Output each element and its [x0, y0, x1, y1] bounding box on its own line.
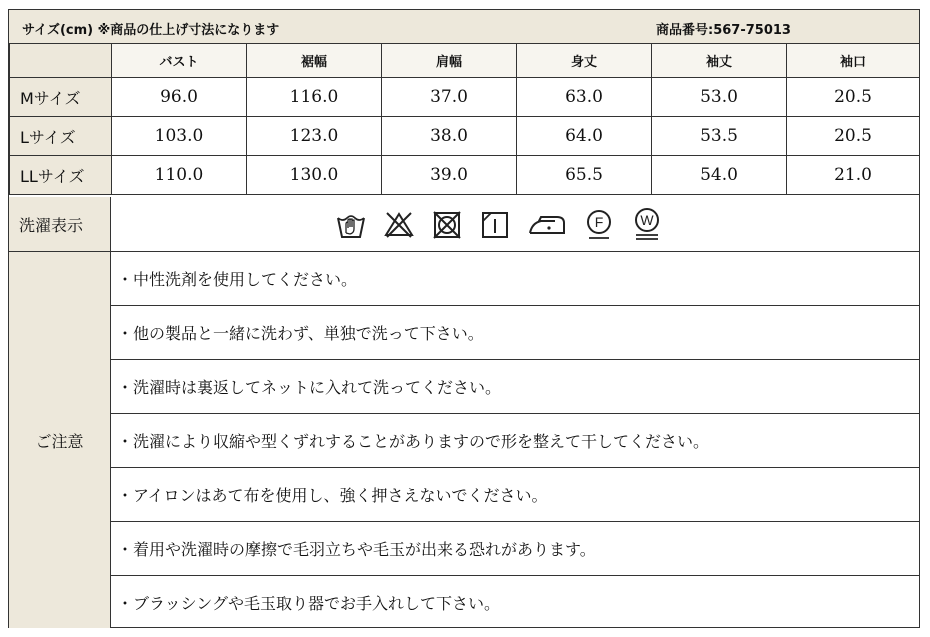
- size-chart-panel: [8, 9, 920, 628]
- measure-cell: 37.0: [382, 78, 517, 117]
- product-number: 商品番号:567-75013: [656, 23, 791, 38]
- measure-cell: 53.5: [652, 117, 787, 156]
- measure-cell: 64.0: [517, 117, 652, 156]
- wet-clean-letter: W: [640, 212, 654, 228]
- note-item: ・ブラッシングや毛玉取り器でお手入れして下さい。: [117, 593, 500, 613]
- measure-cell: 39.0: [382, 156, 517, 195]
- hand-wash-icon: [335, 209, 367, 241]
- header-bar: [9, 10, 919, 44]
- care-symbols: [335, 207, 663, 243]
- measure-cell: 116.0: [247, 78, 382, 117]
- column-header: 身丈: [517, 44, 652, 78]
- no-bleach-icon: [383, 209, 415, 241]
- column-header: 袖丈: [652, 44, 787, 78]
- column-header: バスト: [112, 44, 247, 78]
- measure-cell: 21.0: [787, 156, 920, 195]
- measure-cell: 130.0: [247, 156, 382, 195]
- measure-cell: 110.0: [112, 156, 247, 195]
- header-corner: [10, 44, 112, 78]
- note-item: ・洗濯時は裏返してネットに入れて洗ってください。: [111, 360, 919, 414]
- measure-cell: 103.0: [112, 117, 247, 156]
- note-item: ・洗濯により収縮や型くずれすることがありますので形を整えて干してください。: [111, 414, 919, 468]
- measure-cell: 65.5: [517, 156, 652, 195]
- table-row: [10, 156, 920, 195]
- measure-cell: 96.0: [112, 78, 247, 117]
- size-table-header: [10, 44, 920, 78]
- column-header: 裾幅: [247, 44, 382, 78]
- column-header: 肩幅: [382, 44, 517, 78]
- table-row: [10, 117, 920, 156]
- measure-cell: 20.5: [787, 78, 920, 117]
- note-item: ・アイロンはあて布を使用し、強く押さえないでください。: [111, 468, 919, 522]
- column-header: 袖口: [787, 44, 920, 78]
- size-unit-note: サイズ(cm) ※商品の仕上げ寸法になります: [22, 23, 280, 38]
- measure-cell: 38.0: [382, 117, 517, 156]
- table-row: [10, 78, 920, 117]
- size-label: Mサイズ: [10, 78, 112, 117]
- size-label: Lサイズ: [10, 117, 112, 156]
- measure-cell: 54.0: [652, 156, 787, 195]
- iron-low-icon: [527, 209, 567, 241]
- measure-cell: 63.0: [517, 78, 652, 117]
- no-tumble-dry-icon: [431, 209, 463, 241]
- dry-clean-letter: F: [594, 214, 604, 230]
- measure-cell: 53.0: [652, 78, 787, 117]
- dry-clean-f-icon: [583, 208, 615, 242]
- note-item: ・他の製品と一緒に洗わず、単独で洗って下さい。: [111, 306, 919, 360]
- note-item: ・中性洗剤を使用してください。: [111, 252, 919, 306]
- note-item: ・着用や洗濯時の摩擦で毛羽立ちや毛玉が出来る恐れがあります。: [111, 522, 919, 576]
- care-label-row: [9, 197, 919, 252]
- care-label-title: 洗濯表示: [9, 197, 111, 251]
- notes-section: [9, 252, 919, 628]
- size-label: LLサイズ: [10, 156, 112, 195]
- measure-cell: 20.5: [787, 117, 920, 156]
- measure-cell: 123.0: [247, 117, 382, 156]
- wet-clean-w-icon: [631, 207, 663, 243]
- line-dry-shade-icon: [479, 209, 511, 241]
- notes-title: ご注意: [9, 252, 111, 628]
- size-table: [9, 43, 920, 195]
